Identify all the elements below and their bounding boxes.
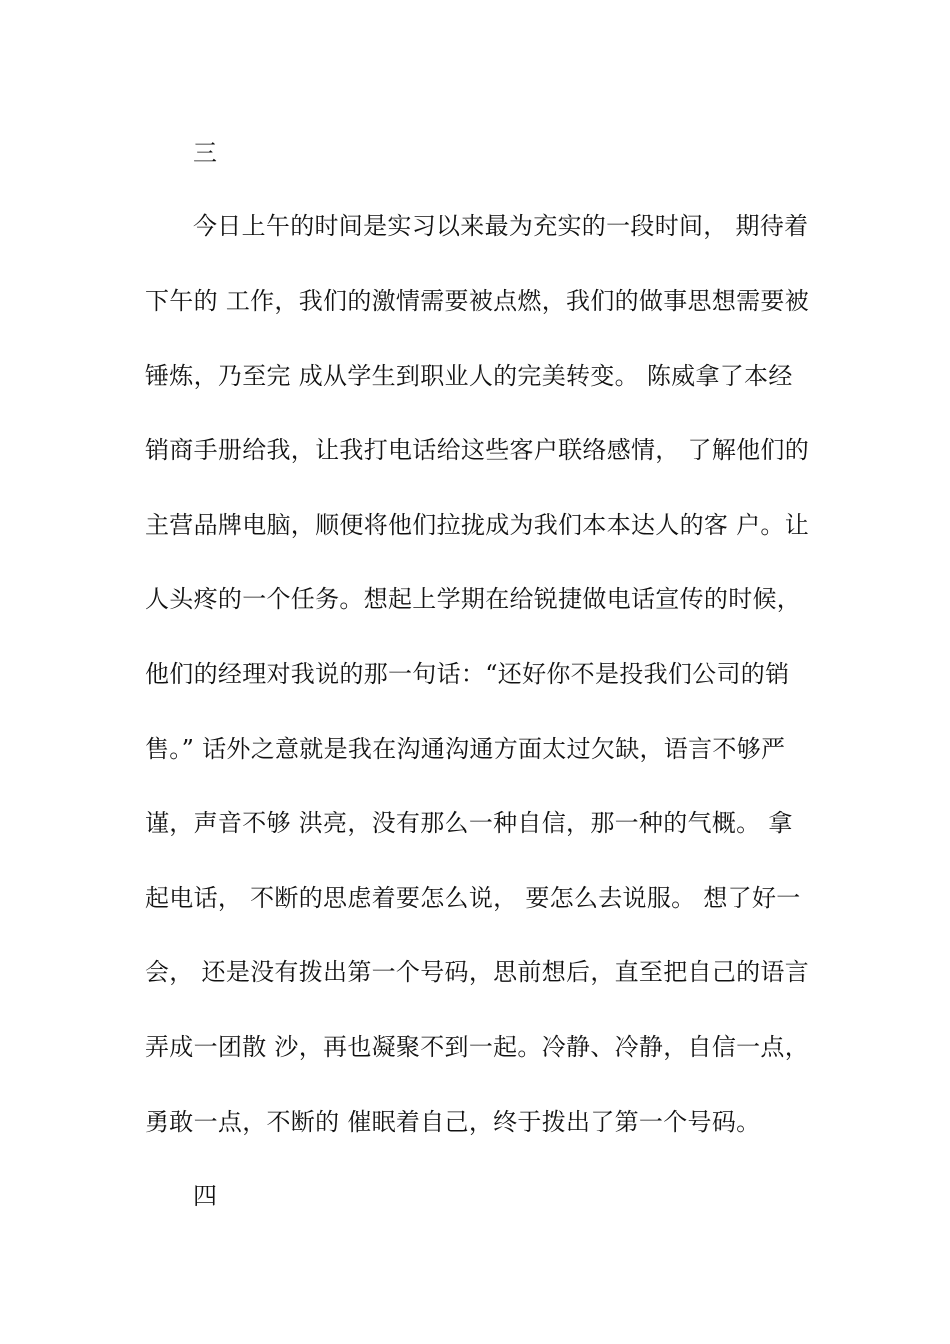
paragraph-line: 下午的 工作，我们的激情需要被点燃，我们的做事思想需要被 (145, 287, 810, 315)
paragraph-line: 销商手册给我，让我打电话给这些客户联络感情， 了解他们的 (145, 436, 810, 464)
paragraph-line: 售。” 话外之意就是我在沟通沟通方面太过欠缺，语言不够严 (145, 735, 786, 763)
paragraph-line: 锤炼，乃至完 成从学生到职业人的完美转变。 陈威拿了本经 (145, 362, 793, 390)
paragraph-line: 起电话， 不断的思虑着要怎么说， 要怎么去说服。 想了好一 (145, 884, 801, 912)
section-heading-four: 四 (193, 1182, 218, 1210)
paragraph-line: 谨，声音不够 洪亮，没有那么一种自信，那一种的气概。 拿 (145, 809, 793, 837)
paragraph-line: 会， 还是没有拨出第一个号码，思前想后，直至把自己的语言 (145, 958, 810, 986)
paragraph-line: 勇敢一点，不断的 催眠着自己，终于拨出了第一个号码。 (145, 1108, 761, 1136)
paragraph-line: 今日上午的时间是实习以来最为充实的一段时间， 期待着 (193, 212, 809, 240)
paragraph-line: 人头疼的一个任务。想起上学期在给锐捷做电话宣传的时候， (145, 585, 802, 613)
paragraph-line: 弄成一团散 沙，再也凝聚不到一起。冷静、冷静，自信一点， (145, 1033, 810, 1061)
paragraph-line: 他们的经理对我说的那一句话：“还好你不是投我们公司的销 (145, 660, 790, 688)
section-heading-three: 三 (193, 139, 218, 167)
paragraph-line: 主营品牌电脑，顺便将他们拉拢成为我们本本达人的客 户。让 (145, 511, 810, 539)
